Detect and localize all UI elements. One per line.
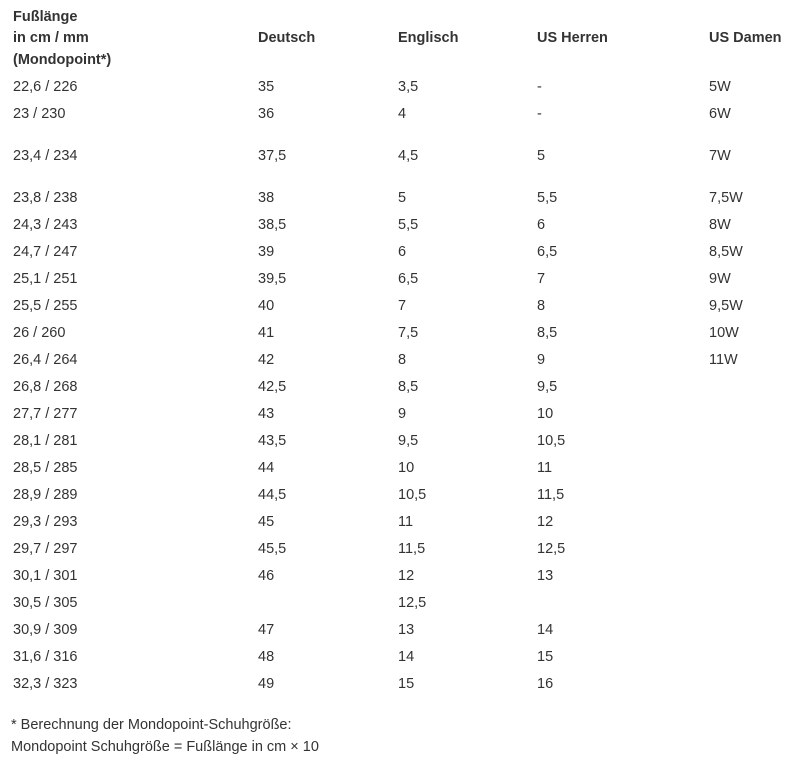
us-damen-cell: 8W (709, 217, 731, 233)
us-herren-cell: 6 (537, 217, 546, 233)
footnote-line: * Berechnung der Mondopoint-Schuhgröße: (11, 717, 292, 733)
us-damen-cell (700, 617, 792, 644)
englisch-cell: 3,5 (398, 79, 419, 95)
table-row (4, 101, 792, 128)
foot-length-cell: 24,7 / 247 (13, 244, 78, 260)
us-damen-cell (700, 563, 792, 590)
englisch-cell: 10 (398, 460, 415, 476)
foot-length-cell: 29,7 / 297 (13, 541, 78, 557)
deutsch-cell: 39 (258, 244, 275, 260)
englisch-cell: 6,5 (398, 271, 419, 287)
table-row (4, 455, 792, 482)
deutsch-cell: 43 (258, 406, 275, 422)
table-row (4, 644, 792, 671)
deutsch-cell: 47 (258, 622, 275, 638)
table-row (4, 563, 792, 590)
deutsch-cell: 41 (258, 325, 275, 341)
deutsch-cell: 43,5 (258, 433, 287, 449)
us-damen-cell (700, 482, 792, 509)
table-row (4, 239, 792, 266)
us-damen-cell (700, 671, 792, 698)
us-herren-cell: 10,5 (537, 433, 566, 449)
table-row (4, 509, 792, 536)
deutsch-cell: 46 (258, 568, 275, 584)
deutsch-cell: 44,5 (258, 487, 287, 503)
table-header (4, 2, 792, 74)
englisch-cell: 11,5 (398, 541, 426, 557)
shoe-size-table (4, 2, 792, 698)
header-row (4, 2, 792, 74)
us-herren-cell: 14 (537, 622, 554, 638)
header-englisch: Englisch (398, 30, 459, 47)
deutsch-cell: 37,5 (258, 148, 287, 164)
table-row (4, 671, 792, 698)
deutsch-cell: 44 (258, 460, 275, 476)
us-herren-cell: - (537, 79, 542, 95)
table-row (4, 617, 792, 644)
englisch-cell: 10,5 (398, 487, 427, 503)
deutsch-cell: 35 (258, 79, 275, 95)
englisch-cell: 4 (398, 106, 407, 122)
englisch-cell: 14 (398, 649, 415, 665)
englisch-cell: 5 (398, 190, 407, 206)
us-damen-cell (700, 455, 792, 482)
foot-length-cell: 30,1 / 301 (13, 568, 78, 584)
deutsch-cell: 48 (258, 649, 275, 665)
us-herren-cell: 9,5 (537, 379, 558, 395)
table-row (4, 347, 792, 374)
us-herren-cell: 12 (537, 514, 554, 530)
us-herren-cell: 7 (537, 271, 546, 287)
table-row (4, 185, 792, 212)
us-herren-cell: 10 (537, 406, 554, 422)
us-damen-cell (700, 428, 792, 455)
table-row (4, 482, 792, 509)
deutsch-cell: 40 (258, 298, 275, 314)
table-row (4, 266, 792, 293)
us-damen-cell (700, 374, 792, 401)
footnote-line: Mondopoint Schuhgröße = Fußlänge in cm × 10 (11, 739, 319, 755)
header-foot-length-line: (Mondopoint*) (13, 51, 112, 68)
table-row (4, 401, 792, 428)
deutsch-cell: 49 (258, 676, 275, 692)
us-herren-cell: 15 (537, 649, 554, 665)
englisch-cell: 12 (398, 568, 415, 584)
us-damen-cell: 8,5W (709, 244, 743, 260)
us-damen-cell: 9W (709, 271, 731, 287)
us-herren-cell: 11 (537, 460, 553, 476)
header-deutsch: Deutsch (258, 30, 316, 47)
table-row (4, 428, 792, 455)
us-damen-cell: 7,5W (709, 190, 743, 206)
header-foot-length (4, 2, 249, 74)
foot-length-cell: 23,8 / 238 (13, 190, 78, 206)
foot-length-cell: 30,5 / 305 (13, 595, 78, 611)
foot-length-cell: 26,4 / 264 (13, 352, 78, 368)
foot-length-cell: 27,7 / 277 (13, 406, 78, 422)
header-us-damen: US Damen (709, 30, 782, 47)
englisch-cell: 8 (398, 352, 407, 368)
foot-length-cell: 23 / 230 (13, 106, 66, 122)
foot-length-cell: 32,3 / 323 (13, 676, 78, 692)
us-damen-cell: 10W (709, 325, 739, 341)
us-damen-cell (700, 401, 792, 428)
englisch-cell: 7 (398, 298, 407, 314)
us-herren-cell: 12,5 (537, 541, 566, 557)
us-herren-cell: - (537, 106, 542, 122)
table-row (4, 320, 792, 347)
us-damen-cell: 11W (709, 352, 738, 368)
header-foot-length-line: Fußlänge (13, 8, 78, 25)
deutsch-cell (249, 590, 389, 617)
table-row (4, 293, 792, 320)
table-row (4, 128, 792, 185)
englisch-cell: 15 (398, 676, 415, 692)
table-body (4, 74, 792, 698)
us-damen-cell (700, 590, 792, 617)
deutsch-cell: 42 (258, 352, 275, 368)
deutsch-cell: 38,5 (258, 217, 287, 233)
deutsch-cell: 39,5 (258, 271, 287, 287)
footnote (11, 714, 319, 758)
englisch-cell: 7,5 (398, 325, 419, 341)
header-us-herren: US Herren (537, 30, 608, 47)
foot-length-cell: 28,9 / 289 (13, 487, 78, 503)
us-damen-cell: 6W (709, 106, 731, 122)
englisch-cell: 8,5 (398, 379, 419, 395)
us-damen-cell (700, 644, 792, 671)
us-herren-cell: 8,5 (537, 325, 558, 341)
us-herren-cell: 5 (537, 148, 546, 164)
table-row (4, 536, 792, 563)
us-herren-cell: 9 (537, 352, 546, 368)
us-herren-cell (528, 590, 700, 617)
foot-length-cell: 25,1 / 251 (13, 271, 78, 287)
us-damen-cell: 9,5W (709, 298, 743, 314)
foot-length-cell: 23,4 / 234 (13, 148, 78, 164)
deutsch-cell: 38 (258, 190, 275, 206)
englisch-cell: 12,5 (398, 595, 427, 611)
us-herren-cell: 8 (537, 298, 546, 314)
foot-length-cell: 28,1 / 281 (13, 433, 78, 449)
foot-length-cell: 28,5 / 285 (13, 460, 78, 476)
table-row (4, 374, 792, 401)
englisch-cell: 13 (398, 622, 415, 638)
table-row (4, 74, 792, 101)
foot-length-cell: 25,5 / 255 (13, 298, 78, 314)
deutsch-cell: 45 (258, 514, 275, 530)
table-row (4, 212, 792, 239)
deutsch-cell: 42,5 (258, 379, 287, 395)
table-row (4, 590, 792, 617)
us-herren-cell: 5,5 (537, 190, 558, 206)
foot-length-cell: 31,6 / 316 (13, 649, 78, 665)
us-damen-cell: 5W (709, 79, 731, 95)
englisch-cell: 9 (398, 406, 407, 422)
foot-length-cell: 26 / 260 (13, 325, 66, 341)
us-herren-cell: 6,5 (537, 244, 558, 260)
englisch-cell: 6 (398, 244, 407, 260)
us-damen-cell (700, 509, 792, 536)
us-damen-cell: 7W (709, 148, 731, 164)
deutsch-cell: 45,5 (258, 541, 287, 557)
us-herren-cell: 13 (537, 568, 554, 584)
us-herren-cell: 11,5 (537, 487, 565, 503)
header-foot-length-line: in cm / mm (13, 30, 89, 47)
foot-length-cell: 30,9 / 309 (13, 622, 78, 638)
us-herren-cell: 16 (537, 676, 554, 692)
foot-length-cell: 29,3 / 293 (13, 514, 78, 530)
deutsch-cell: 36 (258, 106, 275, 122)
englisch-cell: 11 (398, 514, 414, 530)
foot-length-cell: 22,6 / 226 (13, 79, 78, 95)
foot-length-cell: 26,8 / 268 (13, 379, 78, 395)
englisch-cell: 4,5 (398, 148, 419, 164)
englisch-cell: 9,5 (398, 433, 419, 449)
englisch-cell: 5,5 (398, 217, 419, 233)
foot-length-cell: 24,3 / 243 (13, 217, 78, 233)
us-damen-cell (700, 536, 792, 563)
